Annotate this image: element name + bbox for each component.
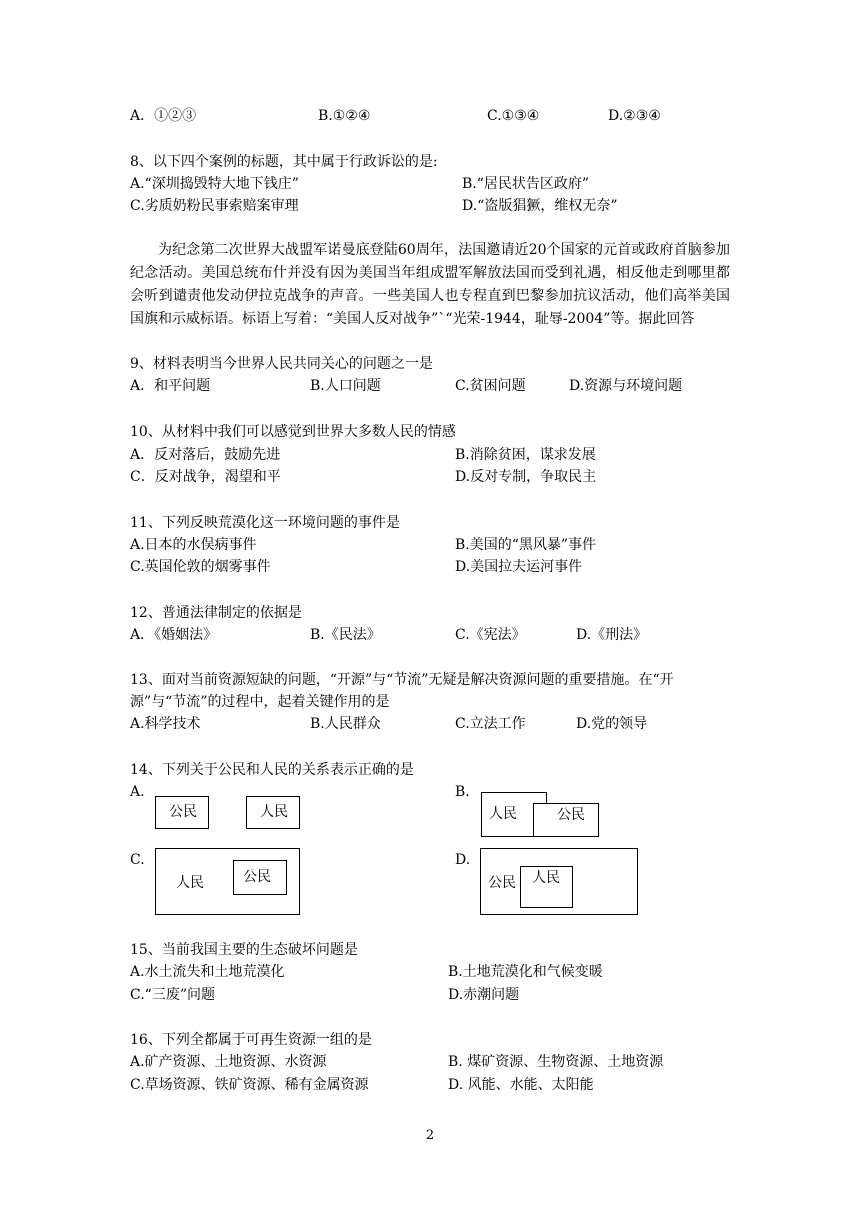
- q9-option-b: B.人口问题: [310, 378, 381, 394]
- q8-option-d: D.“盗版猖獗，维权无奈”: [462, 198, 618, 214]
- q11-option-c: C.英国伦敦的烟雾事件: [130, 559, 271, 575]
- q14-option-c-label: C.: [130, 852, 145, 868]
- q15-option-a: A.水土流失和土地荒漠化: [130, 964, 285, 980]
- q13-option-d: D.党的领导: [576, 716, 648, 732]
- q16-option-d: D. 风能、水能、太阳能: [448, 1077, 594, 1093]
- q9-option-d: D.资源与环境问题: [569, 378, 683, 394]
- q7-option-b: B.①②④: [318, 108, 371, 124]
- diagram-b-people-label: 人民: [489, 806, 517, 822]
- diagram-c-people-box: [155, 848, 300, 915]
- q9-option-a: A．和平问题: [130, 378, 211, 394]
- q9-stem: 9、材料表明当今世界人民共同关心的问题之一是: [130, 356, 433, 372]
- diagram-a-citizen-box: [155, 796, 209, 829]
- q13-option-a: A.科学技术: [130, 716, 201, 732]
- q11-option-d: D.美国拉夫运河事件: [455, 559, 583, 575]
- q11-stem: 11、下列反映荒漠化这一环境问题的事件是: [130, 515, 400, 531]
- q12-stem: 12、普通法律制定的依据是: [130, 605, 302, 621]
- q15-stem: 15、当前我国主要的生态破坏问题是: [130, 942, 358, 958]
- q8-option-b: B.“居民状告区政府”: [462, 176, 590, 192]
- page-number: 2: [425, 1128, 435, 1143]
- diagram-a-people-box: [246, 796, 300, 829]
- diagram-c-people-label: 人民: [176, 875, 204, 891]
- q14-option-b-label: B.: [455, 784, 470, 800]
- q12-option-a: A．《婚姻法》: [130, 627, 218, 643]
- q9-option-c: C.贫困问题: [455, 378, 526, 394]
- q8-stem: 8、以下四个案例的标题，其中属于行政诉讼的是:: [130, 154, 438, 170]
- q14-stem: 14、下列关于公民和人民的关系表示正确的是: [130, 762, 414, 778]
- q10-option-a: A．反对落后，鼓励先进: [130, 447, 281, 463]
- diagram-d-people-label: 人民: [532, 870, 560, 886]
- q15-option-b: B.土地荒漠化和气候变暖: [448, 964, 603, 980]
- q10-stem: 10、从材料中我们可以感觉到世界大多数人民的情感: [130, 424, 456, 440]
- q7-option-a: A．①②③: [130, 108, 197, 124]
- q15-option-c: C.“三废”问题: [130, 987, 215, 1003]
- diagram-c-citizen-label: 公民: [243, 869, 271, 885]
- q11-option-a: A.日本的水俣病事件: [130, 537, 257, 553]
- q12-option-b: B.《民法》: [310, 627, 381, 643]
- q13-stem-line1: 13、面对当前资源短缺的问题，“开源”与“节流”无疑是解决资源问题的重要措施。在“开: [130, 672, 674, 688]
- diagram-a-citizen-label: 公民: [169, 804, 197, 820]
- q10-option-c: C．反对战争，渴望和平: [130, 469, 281, 485]
- q7-option-d: D.②③④: [608, 108, 661, 124]
- diagram-b-citizen-label: 公民: [557, 807, 585, 823]
- q14-option-d-label: D.: [455, 852, 471, 868]
- q13-stem-line2: 源”与“节流”的过程中，起着关键作用的是: [130, 694, 390, 710]
- q16-option-a: A.矿产资源、土地资源、水资源: [130, 1054, 327, 1070]
- diagram-d-citizen-box: [480, 848, 638, 915]
- diagram-a-people-label: 人民: [260, 804, 288, 820]
- q10-option-b: B.消除贫困，谋求发展: [455, 447, 596, 463]
- q8-option-a: A.“深圳捣毁特大地下钱庄”: [130, 176, 299, 192]
- q15-option-d: D.赤潮问题: [448, 987, 520, 1003]
- q11-option-b: B.美国的“黑风暴”事件: [455, 537, 597, 553]
- q10-option-d: D.反对专制，争取民主: [455, 469, 597, 485]
- q16-option-c: C.草场资源、铁矿资源、稀有金属资源: [130, 1077, 369, 1093]
- q12-option-c: C.《宪法》: [455, 627, 526, 643]
- q7-option-c: C.①③④: [487, 108, 540, 124]
- q12-option-d: D.《刑法》: [576, 627, 648, 643]
- q13-option-b: B.人民群众: [310, 716, 381, 732]
- q8-option-c: C.劣质奶粉民事索赔案审理: [130, 198, 299, 214]
- q14-option-a-label: A.: [130, 784, 145, 800]
- diagram-b-citizen-box: [533, 803, 599, 837]
- diagram-c-citizen-box: [233, 860, 287, 895]
- q16-option-b: B. 煤矿资源、生物资源、土地资源: [448, 1054, 664, 1070]
- reading-passage: 为纪念第二次世界大战盟军诺曼底登陆60周年，法国邀请近20个国家的元首或政府首脑参加纪念活动。美国总统布什并没有因为美国当年组成盟军解放法国而受到礼遇，相反他走到哪里都会听到谴责他发动伊拉克战争的声音。一些美国人也专程直到巴黎参加抗议活动，他们高举美国国旗和示威标语。标语上写着：“美国人反对战争”`“光荣-1944，耻辱-2004”等。据此回答: [130, 242, 730, 327]
- diagram-d-citizen-label: 公民: [488, 875, 516, 891]
- q16-stem: 16、下列全都属于可再生资源一组的是: [130, 1032, 372, 1048]
- q13-option-c: C.立法工作: [455, 716, 526, 732]
- diagram-d-people-box: [520, 866, 573, 908]
